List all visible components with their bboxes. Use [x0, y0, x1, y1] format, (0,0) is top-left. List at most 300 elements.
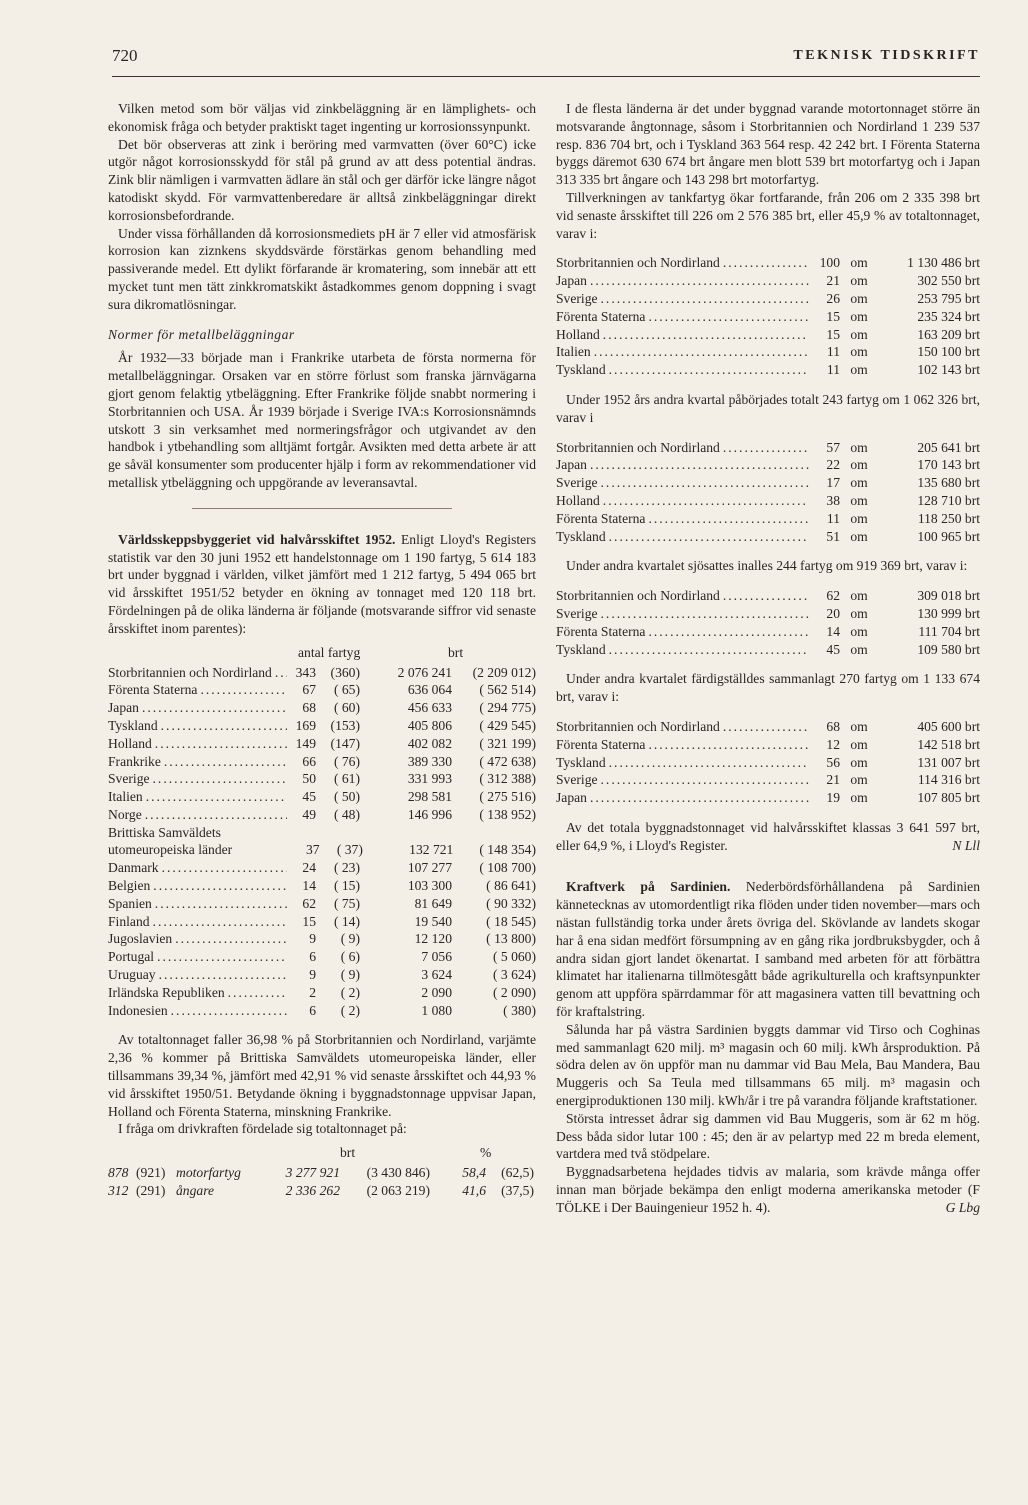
dot-leader — [590, 456, 809, 474]
started-country: Storbritannien och Nordirland — [556, 439, 720, 455]
brt-value: 331 993 — [407, 771, 452, 787]
completed-country: Storbritannien och Nordirland — [556, 718, 720, 734]
ship-count: 37 — [305, 842, 320, 858]
completed-om: om — [850, 790, 868, 806]
ship-count-prev: ( 9) — [340, 931, 360, 947]
ship-count-prev: ( 14) — [333, 913, 360, 929]
table-row — [108, 699, 536, 717]
launched-table — [556, 587, 980, 658]
intro-paragraph-2: Det bör observeras att zink i beröring med varmvatten (över 60°C) icke utgör något korrosionsskydd för stål på grund av att dess potential ändras. Zink blir nämligen i varmvatten ädlare än stål och ger därför icke längre något katodiskt skydd. För varmvattenberedare är alltså zinkbeläggningar direkt korrosionsbefordrande. — [108, 136, 536, 223]
brt-value-prev: ( 90 332) — [486, 895, 536, 911]
started-row — [556, 439, 980, 457]
brt-value-prev: (2 209 012) — [472, 664, 536, 680]
intro-paragraph-1: Vilken metod som bör väljas vid zinkbeläggning är en lämplighets- och ekonomisk fråga och betyder praktiskt taget ingenting ur korrosionssynpunkt. — [108, 101, 536, 134]
launched-brt: 130 999 brt — [917, 605, 980, 621]
launched-om: om — [850, 623, 868, 639]
launched-row — [556, 623, 980, 641]
brt-value-prev: ( 148 354) — [479, 842, 536, 858]
tanker-brt: 253 795 brt — [917, 290, 980, 306]
page-number: 720 — [112, 46, 138, 65]
started-brt: 128 710 brt — [917, 492, 980, 508]
section-divider — [192, 508, 452, 509]
tanker-country: Storbritannien och Nordirland — [556, 255, 720, 271]
country-name: Storbritannien och Nordirland — [108, 664, 272, 680]
tanker-brt: 302 550 brt — [917, 273, 980, 289]
ship-count: 6 — [309, 949, 316, 965]
ship-count-prev: ( 2) — [340, 1002, 360, 1018]
dot-leader — [175, 930, 287, 948]
completed-brt: 131 007 brt — [917, 754, 980, 770]
dot-leader — [648, 510, 809, 528]
started-count: 17 — [826, 475, 840, 491]
country-name: Indonesien — [108, 1002, 168, 1018]
drive-brt-prev: (3 430 846) — [366, 1165, 430, 1181]
country-name: Holland — [108, 735, 152, 751]
brt-value-prev: ( 294 775) — [479, 700, 536, 716]
ship-count: 14 — [302, 878, 316, 894]
tanker-row — [556, 254, 980, 272]
kraft-paragraph-1 — [556, 878, 980, 1020]
completed-brt: 114 316 brt — [917, 772, 980, 788]
brt-value-prev: ( 138 952) — [479, 806, 536, 822]
tanker-om: om — [850, 273, 868, 289]
brt-value-prev: ( 380) — [503, 1002, 536, 1018]
ship-count-prev: ( 65) — [333, 682, 360, 698]
dot-leader — [200, 681, 287, 699]
completed-om: om — [850, 718, 868, 734]
table-row — [108, 753, 536, 771]
ship-count-prev: ( 2) — [340, 984, 360, 1000]
table-row — [108, 824, 536, 860]
kraft-paragraph-2: Sålunda har på västra Sardinien byggts dammar vid Tirso och Coghinas med sammanlagt 620 milj. m³ magasin och 60 milj. kWh årsproduktion. På södra delen av ön uppför man nu dammar vid Bau Mela, Bau Mandera, Bau Muggeris och Sa Teula med tillsammans 65 milj. m³ magasin och energiproduktionen 130 milj. kWh/år i tre på varandra följande kraftstationer. — [556, 1021, 980, 1109]
dot-leader — [157, 948, 287, 966]
started-om: om — [850, 475, 868, 491]
ship-count: 66 — [302, 753, 316, 769]
completed-brt: 142 518 brt — [917, 736, 980, 752]
launched-country: Förenta Staterna — [556, 623, 646, 639]
brt-value: 3 624 — [421, 967, 452, 983]
dot-leader — [146, 788, 287, 806]
started-country: Japan — [556, 457, 587, 473]
brt-value-prev: ( 108 700) — [479, 860, 536, 876]
intro-paragraph-3: Under vissa förhållanden då korrosionsmediets pH är 7 eller vid atmosfärisk korrosion kan ziznkens skyddsvärde förstärkas genom behandling med passiverande medel. Ett dylikt förfarande är kromatering, som innebär att ett mycket tunt men tätt zinkkromatskikt åstadkommes genom doppning i svagt sura dikromatlösningar. — [108, 225, 536, 312]
dot-leader — [155, 895, 287, 913]
started-country: Holland — [556, 492, 600, 508]
tanker-om: om — [850, 362, 868, 378]
started-om: om — [850, 457, 868, 473]
tanker-country: Förenta Staterna — [556, 308, 646, 324]
page-header — [112, 46, 980, 77]
total-paragraph: Av totaltonnaget faller 36,98 % på Storbritannien och Nordirland, varjämte 2,36 % kommer på Brittiska Samväldets utomeuropeiska länder, eller tillsammans 39,34 %, jämfört med 42,91 % vid senaste årsskiftet och 44,93 % vid årsskiftet 1950/51. Betydande ökning i byggnadstonnage uppvisar Japan, Holland och Förenta Staterna, minskning Frankrike. — [108, 1032, 536, 1119]
tanker-brt: 102 143 brt — [917, 362, 980, 378]
normer-paragraph: År 1932—33 började man i Frankrike utarbeta de första normerna för metallbeläggningar. Orsaken var en större förlust som franska järnvägarna gjort genom felaktig ytbeläggning. Efter Frankrike följde snabbt normering i Storbritannien och USA. År 1939 började i Sverige IVA:s Korrosionsnämnds utskott 3 sin verksamhet med normeringsfrågor och utgivandet av den handbok i ytbehandling som alltjämt fortgår. Avsikten med detta arbete är att ge såväl konsumenter som producenter hjälp i form av rekommendationer vid metallisk ytbeläggning och uppgörande av leveransavtal. — [108, 350, 536, 490]
tanker-row — [556, 361, 980, 379]
completed-count: 19 — [826, 790, 840, 806]
table-row — [108, 859, 536, 877]
completed-country: Tyskland — [556, 754, 606, 770]
dot-leader — [648, 736, 809, 754]
kraft-title: Kraftverk på Sardinien. — [566, 879, 731, 895]
started-paragraph: Under 1952 års andra kvartal påbörjades totalt 243 fartyg om 1 062 326 brt, varav i — [556, 391, 980, 425]
country-name: Japan — [108, 700, 139, 716]
started-country: Förenta Staterna — [556, 510, 646, 526]
started-row — [556, 492, 980, 510]
table-row — [108, 735, 536, 753]
started-row — [556, 528, 980, 546]
drive-intro: I fråga om drivkraften fördelade sig totaltonnaget på: — [118, 1121, 407, 1137]
journal-title: TEKNISK TIDSKRIFT — [793, 48, 980, 63]
dot-leader — [159, 966, 287, 984]
launched-row — [556, 605, 980, 623]
brt-value-prev: ( 312 388) — [479, 771, 536, 787]
tanker-count: 11 — [826, 362, 840, 378]
brt-value-prev: ( 321 199) — [479, 735, 536, 751]
brt-value-prev: ( 562 514) — [479, 682, 536, 698]
started-row — [556, 510, 980, 528]
completed-table — [556, 718, 980, 807]
ship-count-prev: ( 23) — [333, 860, 360, 876]
launched-country: Sverige — [556, 605, 598, 621]
launched-om: om — [850, 641, 868, 657]
drive-brt-prev: (2 063 219) — [366, 1183, 430, 1199]
country-name: Brittiska Samväldets utomeuropeiska länder — [108, 824, 233, 858]
drive-header-pct: % — [480, 1145, 492, 1161]
classified-text: Av det totala byggnadstonnaget vid halvårsskiftet klassas 3 641 597 brt, eller 64,9 %, i Lloyd's Register. — [556, 819, 980, 853]
table-row — [108, 770, 536, 788]
completed-count: 68 — [826, 718, 840, 734]
started-table — [556, 439, 980, 546]
completed-row — [556, 718, 980, 736]
header-antal: antal fartyg — [298, 644, 361, 660]
country-name: Frankrike — [108, 753, 161, 769]
started-country: Sverige — [556, 475, 598, 491]
launched-row — [556, 587, 980, 605]
kraft-paragraph-3: Största intresset ådrar sig dammen vid Bau Muggeris, som är 62 m hög. Dess båda sidor lutar 100 : 45; den är av pelartyp med 22 m breda element, vartdera med två stödpelare. — [556, 1110, 980, 1162]
brt-value: 405 806 — [407, 717, 452, 733]
ship-count: 15 — [302, 913, 316, 929]
dot-leader — [164, 753, 287, 771]
launched-paragraph: Under andra kvartalet sjösattes inalles 244 fartyg om 919 369 brt, varav i: — [566, 558, 968, 574]
launched-count: 62 — [826, 588, 840, 604]
tanker-row — [556, 343, 980, 361]
ship-count-prev: ( 9) — [340, 967, 360, 983]
tanker-count: 11 — [826, 344, 840, 360]
ship-count-prev: (153) — [330, 717, 360, 733]
dot-leader — [590, 272, 809, 290]
launched-country: Tyskland — [556, 641, 606, 657]
dot-leader — [609, 361, 809, 379]
country-name: Irländska Republiken — [108, 984, 225, 1000]
brt-value-prev: ( 275 516) — [479, 789, 536, 805]
completed-paragraph: Under andra kvartalet färdigställdes sammanlagt 270 fartyg om 1 133 674 brt, varav i: — [556, 671, 980, 705]
brt-value: 107 277 — [407, 860, 452, 876]
table-row — [108, 1002, 536, 1020]
ship-count: 343 — [295, 664, 316, 680]
table-row — [108, 717, 536, 735]
dot-leader — [228, 984, 287, 1002]
kraft-paragraph-4 — [556, 1163, 980, 1216]
dot-leader — [609, 528, 809, 546]
ship-count: 9 — [309, 967, 316, 983]
drive-pct-prev: (37,5) — [501, 1183, 534, 1199]
started-om: om — [850, 528, 868, 544]
completed-count: 21 — [826, 772, 840, 788]
drive-brt: 3 277 921 — [285, 1165, 340, 1181]
brt-value: 7 056 — [421, 949, 452, 965]
table-row — [108, 966, 536, 984]
dot-leader — [155, 735, 287, 753]
drive-count: 878 — [108, 1165, 129, 1181]
completed-count: 56 — [826, 754, 840, 770]
dot-leader — [153, 913, 287, 931]
started-brt: 170 143 brt — [917, 457, 980, 473]
table-row — [108, 948, 536, 966]
ship-count-prev: ( 61) — [333, 771, 360, 787]
completed-brt: 405 600 brt — [917, 718, 980, 734]
completed-row — [556, 771, 980, 789]
brt-value: 2 090 — [421, 984, 452, 1000]
header-brt: brt — [448, 644, 464, 660]
completed-brt: 107 805 brt — [917, 790, 980, 806]
started-brt: 100 965 brt — [917, 528, 980, 544]
brt-value: 132 721 — [409, 842, 454, 858]
dot-leader — [171, 1002, 287, 1020]
ship-count-prev: ( 75) — [333, 895, 360, 911]
brt-value: 298 581 — [407, 789, 452, 805]
tanker-brt: 235 324 brt — [917, 308, 980, 324]
completed-row — [556, 736, 980, 754]
dot-leader — [601, 290, 809, 308]
brt-value-prev: ( 3 624) — [492, 967, 536, 983]
tanker-row — [556, 308, 980, 326]
country-name: Italien — [108, 789, 143, 805]
ship-count: 9 — [309, 931, 316, 947]
started-count: 51 — [826, 528, 840, 544]
started-country: Tyskland — [556, 528, 606, 544]
brt-value: 81 649 — [414, 895, 452, 911]
drive-count: 312 — [108, 1183, 129, 1199]
tanker-brt: 1 130 486 brt — [907, 255, 980, 271]
dot-leader — [594, 343, 809, 361]
dot-leader — [723, 587, 809, 605]
launched-om: om — [850, 588, 868, 604]
started-count: 22 — [826, 457, 840, 473]
drive-header — [108, 1144, 536, 1164]
launched-country: Storbritannien och Nordirland — [556, 588, 720, 604]
launched-count: 45 — [826, 641, 840, 657]
ship-count-prev: ( 50) — [333, 789, 360, 805]
tanker-brt: 150 100 brt — [917, 344, 980, 360]
table-header — [108, 644, 536, 664]
tanker-om: om — [850, 255, 868, 271]
brt-value-prev: ( 429 545) — [479, 717, 536, 733]
dot-leader — [723, 718, 809, 736]
dot-leader — [603, 492, 809, 510]
dot-leader — [161, 717, 287, 735]
started-count: 57 — [826, 439, 840, 455]
launched-count: 20 — [826, 605, 840, 621]
ship-count: 67 — [302, 682, 316, 698]
country-name: Uruguay — [108, 967, 156, 983]
tanker-row — [556, 326, 980, 344]
started-om: om — [850, 492, 868, 508]
tanker-country: Tyskland — [556, 362, 606, 378]
started-row — [556, 474, 980, 492]
started-brt: 118 250 brt — [917, 510, 980, 526]
dot-leader — [275, 664, 287, 682]
table-row — [108, 895, 536, 913]
launched-count: 14 — [826, 623, 840, 639]
launched-row — [556, 641, 980, 659]
table-row — [108, 664, 536, 682]
building-paragraph: I de flesta länderna är det under byggnad varande motortonnaget större än motsvarande ångtonnage, såsom i Storbritannien och Nordirland 1 239 537 resp. 836 704 brt, och i Tyskland 363 564 resp. 42 242 brt. I Förenta Staterna byggs däremot 630 674 brt ångare men blott 539 brt motorfartyg och i Japan 313 335 brt ångare och 143 298 brt motorfartyg. — [556, 101, 980, 188]
drive-count-prev: (291) — [136, 1183, 166, 1199]
tanker-count: 21 — [826, 273, 840, 289]
launched-brt: 109 580 brt — [917, 641, 980, 657]
drive-brt: 2 336 262 — [285, 1183, 340, 1199]
ship-count: 49 — [302, 806, 316, 822]
dot-leader — [603, 326, 809, 344]
signature-nlll: N Lll — [952, 837, 980, 853]
tanker-row — [556, 272, 980, 290]
drive-row — [108, 1182, 536, 1200]
brt-value-prev: ( 5 060) — [492, 949, 536, 965]
dot-leader — [142, 699, 287, 717]
tanker-brt: 163 209 brt — [917, 326, 980, 342]
drive-header-brt: brt — [340, 1145, 356, 1161]
drive-pct-prev: (62,5) — [501, 1165, 534, 1181]
completed-om: om — [850, 772, 868, 788]
signature-glbg: G Lbg — [945, 1199, 980, 1215]
country-name: Sverige — [108, 771, 150, 787]
country-name: Tyskland — [108, 717, 158, 733]
country-name: Förenta Staterna — [108, 682, 198, 698]
ship-count-prev: (360) — [330, 664, 360, 680]
dot-leader — [723, 439, 809, 457]
dot-leader — [648, 308, 809, 326]
brt-value-prev: ( 2 090) — [492, 984, 536, 1000]
brt-value-prev: ( 18 545) — [486, 913, 536, 929]
ship-count: 2 — [309, 984, 316, 1000]
table-row — [108, 788, 536, 806]
tanker-count: 15 — [826, 326, 840, 342]
completed-om: om — [850, 754, 868, 770]
tanker-country: Holland — [556, 326, 600, 342]
brt-value: 456 633 — [407, 700, 452, 716]
tanker-om: om — [850, 344, 868, 360]
kraft-text-4: Byggnadsarbetena hejdades tidvis av malaria, som krävde många offer innan man började bekämpa den enligt moderna amerikanska metoder (F TÖLKE i Der Bauingenieur 1952 h. 4). — [556, 1164, 980, 1215]
ship-count: 169 — [295, 717, 316, 733]
drive-type: motorfartyg — [176, 1165, 241, 1181]
launched-brt: 111 704 brt — [918, 623, 980, 639]
ship-count-prev: ( 48) — [333, 806, 360, 822]
dot-leader — [590, 789, 809, 807]
completed-row — [556, 754, 980, 772]
dot-leader — [162, 859, 287, 877]
country-name: Portugal — [108, 949, 155, 965]
tanker-country: Japan — [556, 273, 587, 289]
article-title: Världsskeppsbyggeriet vid halvårsskiftet 1952. — [118, 531, 396, 547]
completed-om: om — [850, 736, 868, 752]
classified-paragraph — [556, 819, 980, 855]
tanker-country: Italien — [556, 344, 591, 360]
tanker-count: 100 — [819, 255, 840, 271]
launched-brt: 309 018 brt — [917, 588, 980, 604]
ship-count: 45 — [302, 789, 316, 805]
tanker-om: om — [850, 290, 868, 306]
started-count: 11 — [826, 510, 840, 526]
brt-value: 389 330 — [407, 753, 452, 769]
table-row — [108, 681, 536, 699]
country-name: Jugoslavien — [108, 931, 173, 947]
brt-value: 402 082 — [407, 735, 452, 751]
ship-count: 149 — [295, 735, 316, 751]
completed-row — [556, 789, 980, 807]
country-table — [108, 664, 536, 1020]
brt-value: 19 540 — [414, 913, 452, 929]
ship-count-prev: ( 15) — [333, 878, 360, 894]
tanker-table — [556, 254, 980, 379]
tanker-count: 15 — [826, 308, 840, 324]
country-name: Danmark — [108, 860, 159, 876]
ship-count-prev: ( 76) — [333, 753, 360, 769]
ship-count-prev: ( 6) — [340, 949, 360, 965]
tanker-paragraph: Tillverkningen av tankfartyg ökar fortfarande, från 206 om 2 335 398 brt vid senaste årsskiftet till 226 om 2 576 385 brt, eller 45,9 % av totaltonnaget, varav i: — [556, 189, 980, 241]
dot-leader — [601, 474, 809, 492]
right-column — [556, 100, 980, 1217]
dot-leader — [153, 770, 287, 788]
tanker-om: om — [850, 308, 868, 324]
brt-value-prev: ( 86 641) — [486, 878, 536, 894]
completed-country: Förenta Staterna — [556, 736, 646, 752]
table-row — [108, 877, 536, 895]
dot-leader — [601, 771, 809, 789]
drive-table — [108, 1164, 536, 1200]
tanker-country: Sverige — [556, 290, 598, 306]
started-brt: 135 680 brt — [917, 475, 980, 491]
table-row — [108, 806, 536, 824]
dot-leader — [609, 641, 809, 659]
drive-count-prev: (921) — [136, 1165, 166, 1181]
kraft-text-1: Nederbördsförhållandena på Sardinien kännetecknas av utomordentligt rika flöden under tiden november—mars och nästan fullständig torka under årets övriga del. Skövlande av landets skogar har å ena sidan medfört försumpning av en gång rika jordbruksbygder, och å andra sidan gjort landet ökenartat. I samband med arbeten för att förbättra klimatet har italienarna tillmötesgått både agrikulturella och kraftsynpunkter genom att uppföra spärrdammar för att magasinera vatten till bevattning och för kraftalstring. — [556, 879, 980, 1020]
ship-count-prev: (147) — [330, 735, 360, 751]
brt-value: 1 080 — [421, 1002, 452, 1018]
started-brt: 205 641 brt — [917, 439, 980, 455]
dot-leader — [723, 254, 809, 272]
drive-row — [108, 1164, 536, 1182]
tanker-row — [556, 290, 980, 308]
dot-leader — [153, 877, 287, 895]
article-intro: Enligt Lloyd's Registers statistik var den 30 juni 1952 ett handelstonnage om 1 190 fartyg, 5 614 183 brt under byggnad i världen, vilket jämfört med 1 212 fartyg, 5 494 065 brt vid årsskiftet 1951/52 betyder en ökning av tonnaget med 120 118 brt. Fördelningen på de olika länderna är följande (motsvarande siffror vid senaste årsskiftet inom parentes): — [108, 531, 537, 636]
started-om: om — [850, 439, 868, 455]
dot-leader — [601, 605, 809, 623]
country-name: Finland — [108, 913, 150, 929]
brt-value: 2 076 241 — [397, 664, 452, 680]
completed-country: Sverige — [556, 772, 598, 788]
started-row — [556, 456, 980, 474]
tanker-count: 26 — [826, 290, 840, 306]
completed-count: 12 — [826, 736, 840, 752]
ship-count: 24 — [302, 860, 316, 876]
drive-pct: 41,6 — [462, 1183, 486, 1199]
drive-type: ångare — [176, 1183, 215, 1199]
dot-leader — [609, 754, 809, 772]
ship-count-prev: ( 37) — [336, 842, 363, 858]
dot-leader — [648, 623, 809, 641]
brt-value: 12 120 — [414, 931, 452, 947]
brt-value: 146 996 — [407, 806, 452, 822]
launched-om: om — [850, 605, 868, 621]
